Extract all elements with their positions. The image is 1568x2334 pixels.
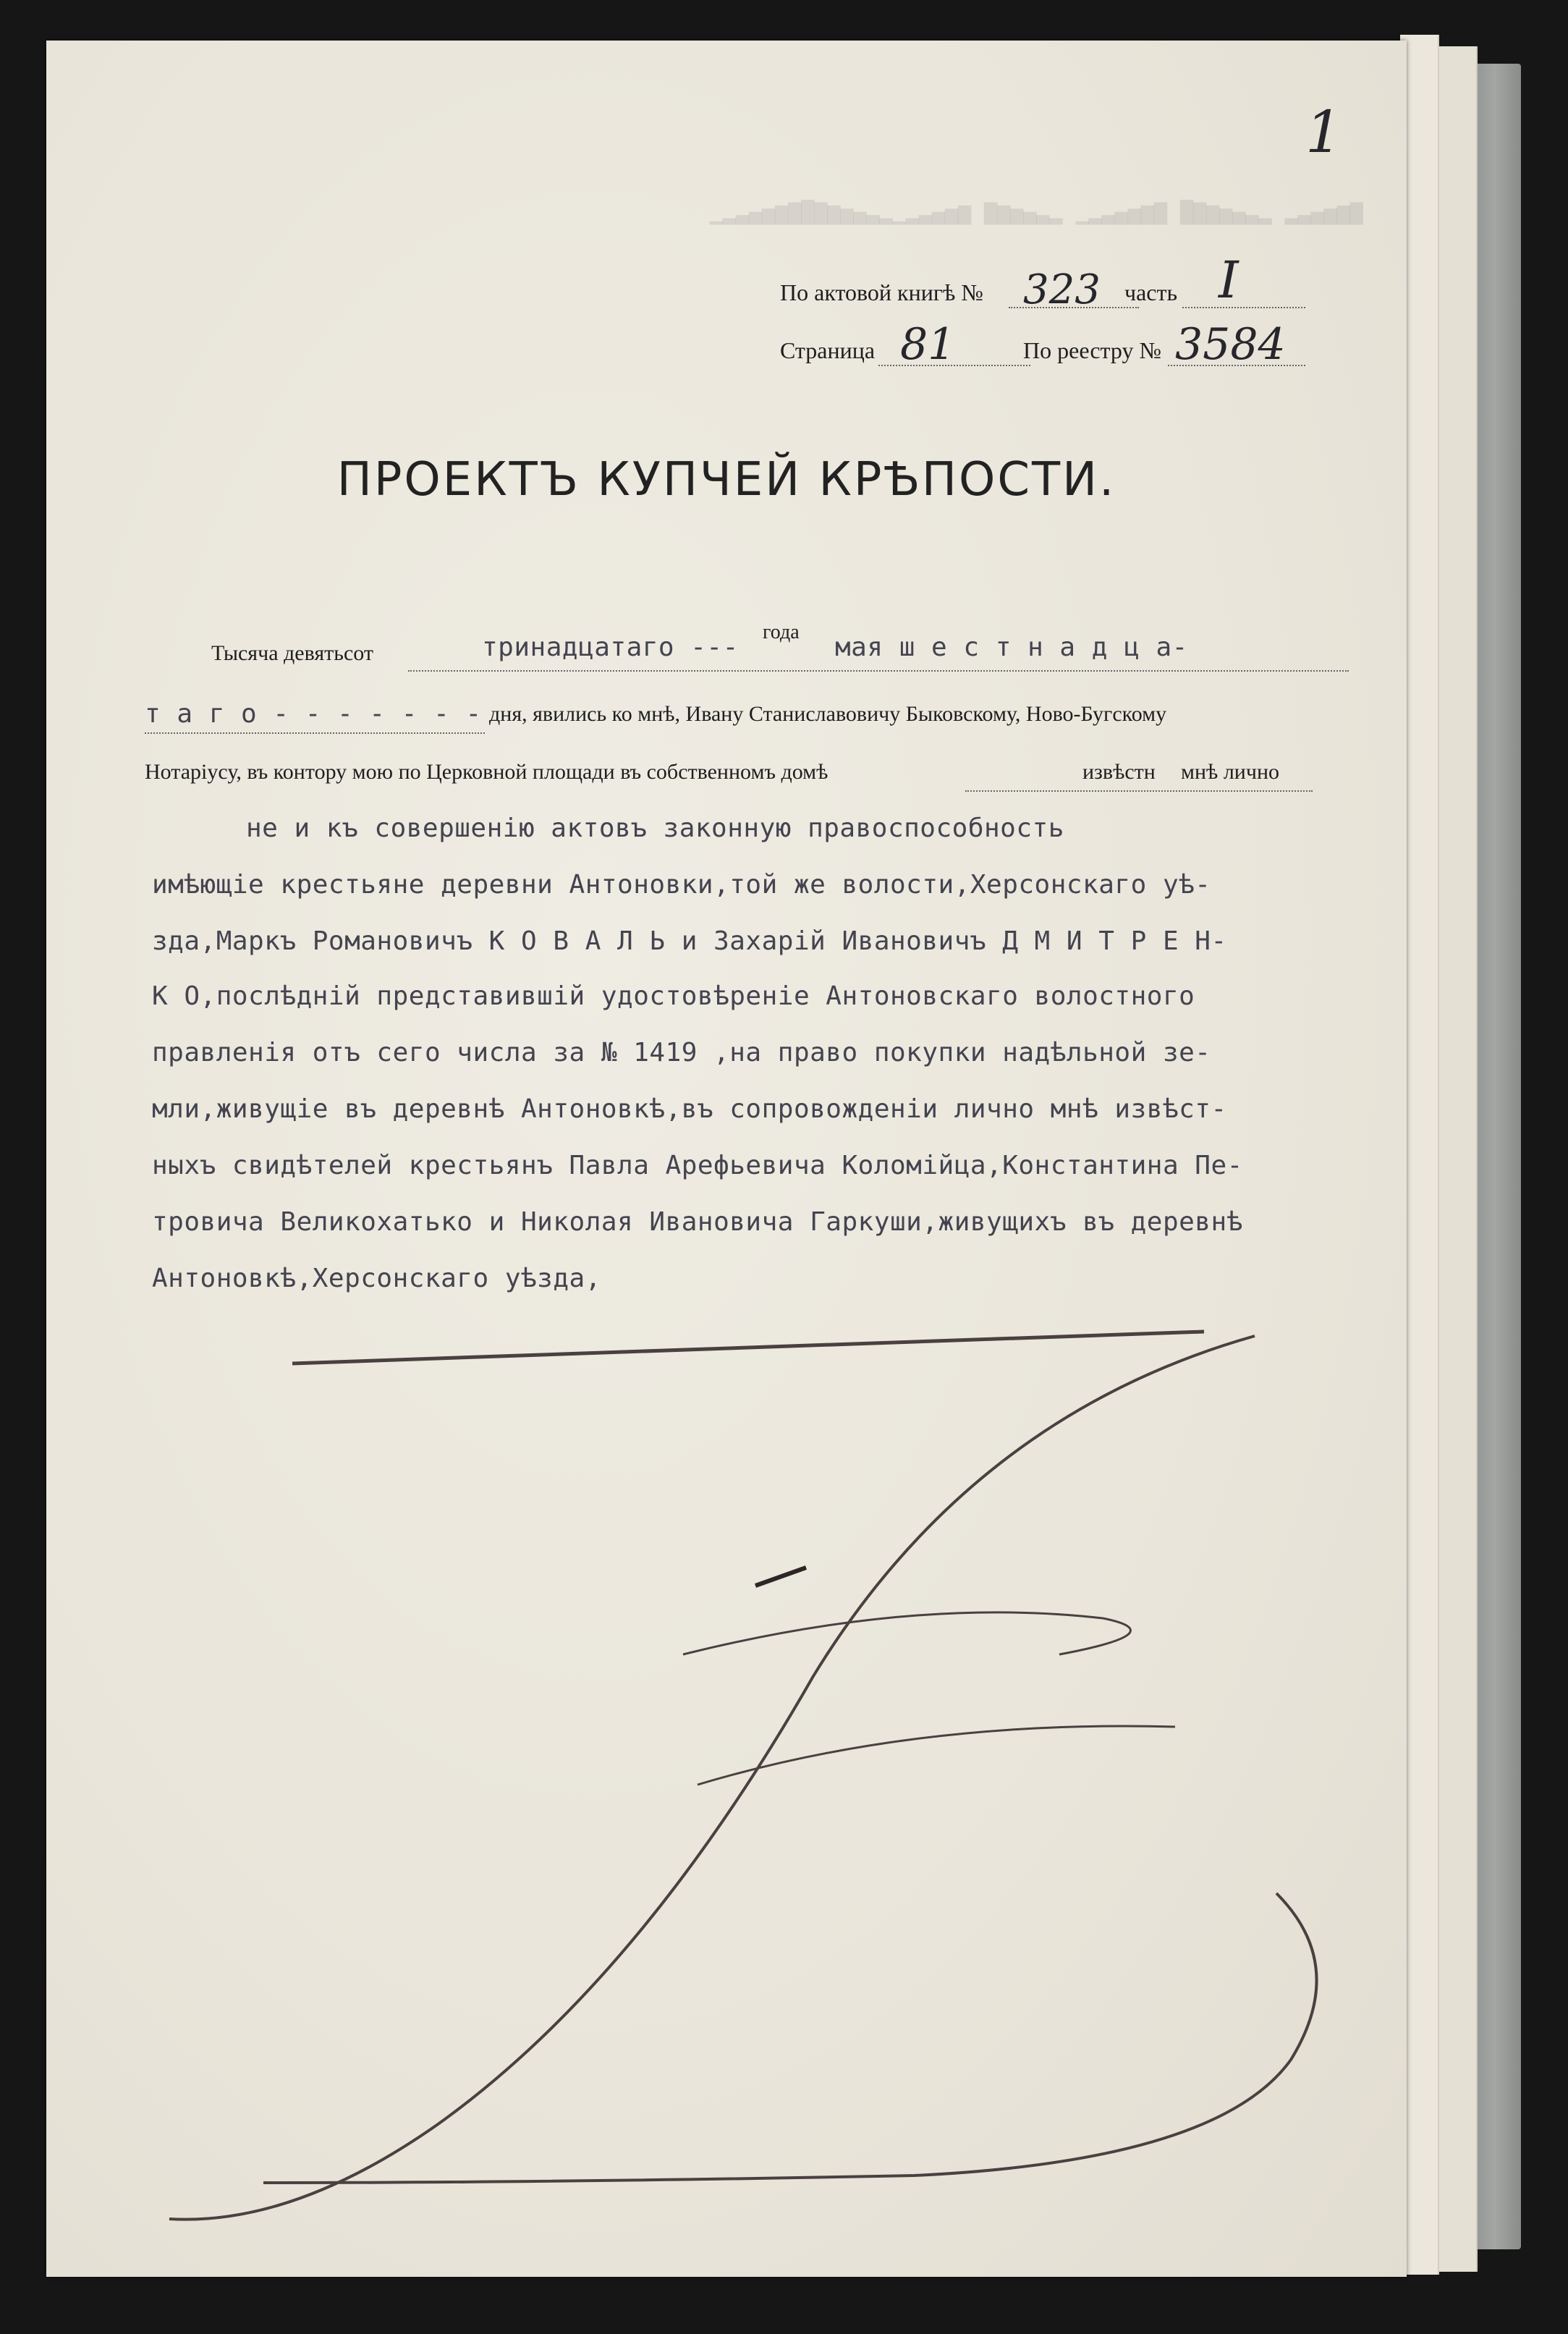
typed-line-4: К О,послѣдній представившій удостовѣреніе Антоновскаго волостного: [152, 981, 1195, 1011]
cancellation-mark: [46, 41, 1407, 2277]
book-label: По актовой книгѣ №: [780, 279, 983, 305]
document-title: ПРОЕКТЪ КУПЧЕЙ КРѢПОСТИ.: [336, 453, 1116, 507]
bleed-through-texture: ▇▆▅▄▃▂ ▂▃▄▅▆▇█ ▇▆▅▄▃▂▁ ▂▃▄▅▆▇ ▆▅▄▃▂▁▂▃▄▅▆▇█▇▆▅▄▃▂▁: [709, 200, 1363, 225]
part-number: I: [1219, 250, 1239, 310]
page-label: Страница: [780, 337, 876, 363]
document-page: [46, 41, 1407, 2277]
typed-line-2: имѣющіе крестьяне деревни Антоновки,той же волости,Херсонскаго уѣ-: [152, 870, 1211, 900]
corner-page-number: 1: [1305, 98, 1342, 166]
page-number: 81: [900, 319, 956, 370]
book-number: 323: [1023, 266, 1101, 313]
typed-line-3: зда,Маркъ Романовичъ К О В А Л Ь и Захарій Ивановичъ Д М И Т Р Е Н-: [152, 926, 1227, 956]
form-line2-text: дня, явились ко мнѣ, Ивану Станиславовичу Быковскому, Ново-Бугскому: [489, 702, 1167, 726]
form-line3-text: Нотаріусу, въ контору мою по Церковной площади въ собственномъ домѣ: [145, 760, 829, 784]
typed-line-6: мли,живущіе въ деревнѣ Антоновкѣ,въ сопровожденіи лично мнѣ извѣст-: [152, 1094, 1227, 1124]
registry-number: 3584: [1175, 319, 1286, 370]
form-line2-fill: т а г о - - - - - - -: [145, 699, 482, 729]
form-line1-fill2: мая ш е с т н а д ц а-: [835, 633, 1188, 662]
form-line3-personally: мнѣ лично: [1181, 760, 1279, 784]
typed-line-7: ныхъ свидѣтелей крестьянъ Павла Арефьевича Коломійца,Константина Пе-: [152, 1151, 1243, 1180]
form-line3-known: извѣстн: [1082, 760, 1156, 784]
part-label: часть: [1124, 279, 1178, 305]
registry-label: По реестру №: [1023, 337, 1161, 363]
form-line1-year: года: [763, 621, 800, 643]
form-line1-prefix: Тысяча девятьсот: [211, 641, 373, 665]
typed-line-9: Антоновкѣ,Херсонскаго уѣзда,: [152, 1264, 601, 1293]
typed-line-8: тровича Великохатько и Николая Ивановича Гаркуши,живущихъ въ деревнѣ: [152, 1207, 1243, 1237]
typed-line-5: правленія отъ сего числа за № 1419 ,на право покупки надѣльной зе-: [152, 1038, 1211, 1067]
back-sheet-2: [1436, 46, 1478, 2272]
typed-line-1: не и къ совершенію актовъ законную правоспособность: [246, 813, 1064, 843]
form-line1-fill: тринадцатаго ---: [482, 633, 739, 662]
